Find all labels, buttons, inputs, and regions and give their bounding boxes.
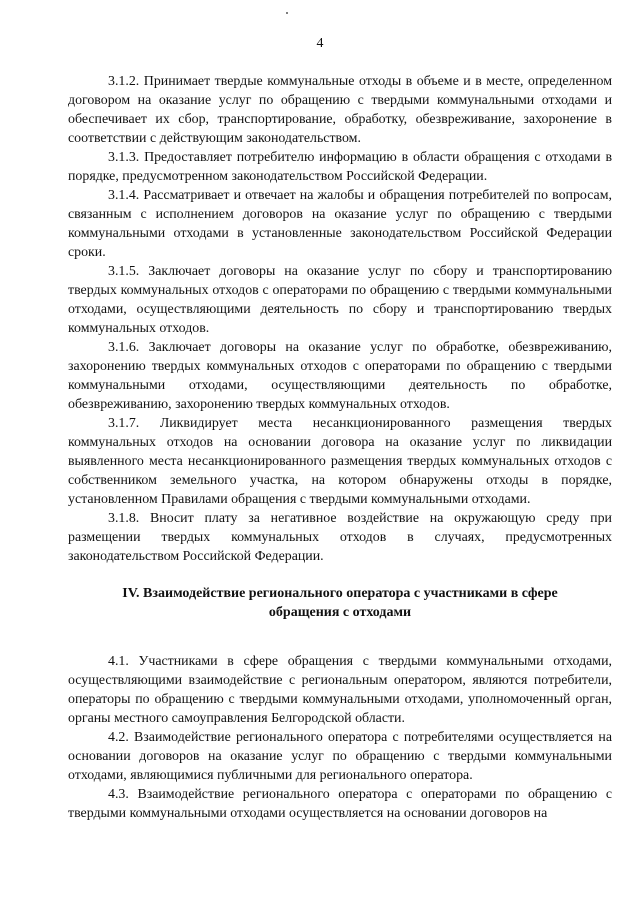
paragraph-3-1-3: 3.1.3. Предоставляет потребителю информацию в области обращения с отходами в порядке, предусмотренном законодательством Российской Федерации. [68, 150, 612, 184]
paragraph-3-1-2: 3.1.2. Принимает твердые коммунальные отходы в объеме и в месте, определенном договором на оказание услуг по обращению с твердыми коммунальными отходами и обеспечивает их сбор, транспортирование, обработку, обезвреживание, захоронение в соответствии с действующим законодательством. [68, 74, 612, 146]
scan-speck [286, 12, 288, 14]
paragraph-3-1-5: 3.1.5. Заключает договоры на оказание услуг по сбору и транспортированию твердых коммунальных отходов с операторами по обращению с твердыми коммунальными отходами, осуществляющими деятельность по сбору и транспортированию твердых коммунальных отходов. [68, 264, 612, 336]
paragraph-4-1: 4.1. Участниками в сфере обращения с твердыми коммунальными отходами, осуществляющими взаимодействие с региональным оператором, являются потребители, операторы по обращению с твердыми коммунальными отходами, уполномоченный орган, органы местного самоуправления Белгородской области. [68, 654, 612, 726]
paragraph-4-3: 4.3. Взаимодействие регионального оператора с операторами по обращению с твердыми коммунальными отходами осуществляется на основании договоров на [68, 787, 612, 821]
document-body [68, 72, 612, 823]
paragraph-4-2: 4.2. Взаимодействие регионального оператора с потребителями осуществляется на основании договоров на оказание услуг по обращению с твердыми коммунальными отходами, являющимися публичными для регионального оператора. [68, 730, 612, 783]
paragraph-3-1-4: 3.1.4. Рассматривает и отвечает на жалобы и обращения потребителей по вопросам, связанным с исполнением договоров на оказание услуг по обращению с твердыми коммунальными отходами в установленные законодательством Российской Федерации сроки. [68, 188, 612, 260]
page-number: 4 [316, 36, 324, 51]
section-heading: IV. Взаимодействие регионального оператора с участниками в сфере обращения с отходами [122, 586, 558, 620]
paragraph-3-1-8: 3.1.8. Вносит плату за негативное воздействие на окружающую среду при размещении твердых коммунальных отходов в случаях, предусмотренных законодательством Российской Федерации. [68, 511, 612, 564]
paragraph-3-1-7: 3.1.7. Ликвидирует места несанкционированного размещения твердых коммунальных отходов на основании договора на оказание услуг по ликвидации выявленного места несанкционированного размещения твердых коммунальных отходов с собственником земельного участка, на котором обнаружены отходы в порядке, установленном Правилами обращения с твердыми коммунальными отходами. [68, 416, 612, 507]
paragraph-3-1-6: 3.1.6. Заключает договоры на оказание услуг по обработке, обезвреживанию, захоронению твердых коммунальных отходов с операторами по обращению с твердыми коммунальными отходами, осуществляющими деятельность по обработке, обезвреживанию, захоронению твердых коммунальных отходов. [68, 340, 612, 412]
